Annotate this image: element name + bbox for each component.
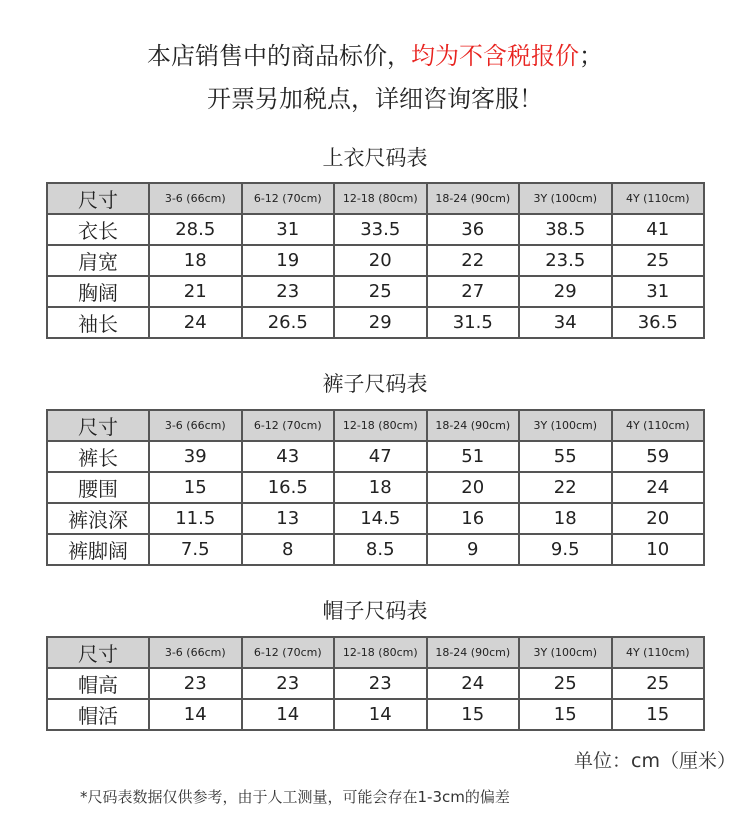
measurement-cell: 23.5: [519, 245, 612, 276]
measurement-cell: 23: [149, 668, 242, 699]
table-header-row: [47, 410, 704, 441]
size-header: 12-18 (80cm): [334, 637, 427, 668]
size-header: 3Y (100cm): [519, 637, 612, 668]
size-header: 3Y (100cm): [519, 183, 612, 214]
measurement-cell: 31: [242, 214, 335, 245]
measurement-cell: 8: [242, 534, 335, 565]
measurement-cell: 15: [612, 699, 705, 730]
row-label: 胸阔: [47, 276, 149, 307]
row-label: 裤长: [47, 441, 149, 472]
table-header-row: [47, 183, 704, 214]
measurement-cell: 38.5: [519, 214, 612, 245]
measurement-cell: 43: [242, 441, 335, 472]
measurement-cell: 14: [334, 699, 427, 730]
row-label: 帽高: [47, 668, 149, 699]
measurement-cell: 24: [612, 472, 705, 503]
row-label: 衣长: [47, 214, 149, 245]
measurement-cell: 16: [427, 503, 520, 534]
measurement-cell: 41: [612, 214, 705, 245]
measurement-cell: 55: [519, 441, 612, 472]
row-label: 裤脚阔: [47, 534, 149, 565]
footnote: *尺码表数据仅供参考，由于人工测量，可能会存在1-3cm的偏差: [80, 788, 510, 806]
measurement-cell: 20: [427, 472, 520, 503]
measurement-cell: 11.5: [149, 503, 242, 534]
measurement-cell: 27: [427, 276, 520, 307]
measurement-cell: 18: [149, 245, 242, 276]
notice-line-1: [0, 41, 750, 71]
table-row: [47, 534, 704, 565]
size-header: 3-6 (66cm): [149, 637, 242, 668]
top-size-chart: [46, 182, 705, 339]
notice-text: 本店销售中的商品标价，: [147, 42, 411, 70]
measurement-cell: 23: [242, 276, 335, 307]
row-label: 腰围: [47, 472, 149, 503]
measurement-cell: 9: [427, 534, 520, 565]
table-row: [47, 276, 704, 307]
measurement-cell: 9.5: [519, 534, 612, 565]
corner-label: 尺寸: [47, 183, 149, 214]
measurement-cell: 23: [334, 668, 427, 699]
table-row: [47, 307, 704, 338]
size-header: 4Y (110cm): [612, 637, 705, 668]
measurement-cell: 15: [427, 699, 520, 730]
size-header: 4Y (110cm): [612, 183, 705, 214]
measurement-cell: 16.5: [242, 472, 335, 503]
hat-size-chart-title: 帽子尺码表: [322, 599, 428, 623]
measurement-cell: 28.5: [149, 214, 242, 245]
notice-line-2: 开票另加税点，详细咨询客服！: [207, 85, 543, 113]
hat-size-chart: [46, 636, 705, 731]
measurement-cell: 23: [242, 668, 335, 699]
measurement-cell: 15: [519, 699, 612, 730]
measurement-cell: 29: [334, 307, 427, 338]
measurement-cell: 22: [427, 245, 520, 276]
table-row: [47, 214, 704, 245]
measurement-cell: 24: [427, 668, 520, 699]
size-header: 6-12 (70cm): [242, 183, 335, 214]
size-header: 12-18 (80cm): [334, 410, 427, 441]
table-row: [47, 441, 704, 472]
notice-tax-warning: 均为不含税报价: [411, 42, 579, 70]
size-header: 3-6 (66cm): [149, 410, 242, 441]
measurement-cell: 24: [149, 307, 242, 338]
measurement-cell: 31.5: [427, 307, 520, 338]
measurement-cell: 25: [519, 668, 612, 699]
table-row: [47, 699, 704, 730]
measurement-cell: 19: [242, 245, 335, 276]
measurement-cell: 25: [612, 668, 705, 699]
measurement-cell: 29: [519, 276, 612, 307]
measurement-cell: 8.5: [334, 534, 427, 565]
measurement-cell: 33.5: [334, 214, 427, 245]
size-header: 3Y (100cm): [519, 410, 612, 441]
measurement-cell: 14: [242, 699, 335, 730]
measurement-cell: 39: [149, 441, 242, 472]
row-label: 袖长: [47, 307, 149, 338]
top-size-chart-title: 上衣尺码表: [322, 146, 428, 170]
measurement-cell: 22: [519, 472, 612, 503]
measurement-cell: 25: [612, 245, 705, 276]
size-header: 3-6 (66cm): [149, 183, 242, 214]
pants-size-chart: [46, 409, 705, 566]
size-header: 6-12 (70cm): [242, 410, 335, 441]
corner-label: 尺寸: [47, 410, 149, 441]
size-header: 6-12 (70cm): [242, 637, 335, 668]
measurement-cell: 20: [334, 245, 427, 276]
size-header: 18-24 (90cm): [427, 183, 520, 214]
size-header: 12-18 (80cm): [334, 183, 427, 214]
measurement-cell: 47: [334, 441, 427, 472]
row-label: 帽活: [47, 699, 149, 730]
measurement-cell: 14.5: [334, 503, 427, 534]
size-header: 18-24 (90cm): [427, 637, 520, 668]
table-row: [47, 472, 704, 503]
size-header: 18-24 (90cm): [427, 410, 520, 441]
measurement-cell: 15: [149, 472, 242, 503]
notice-punct: ；: [579, 42, 603, 70]
table-row: [47, 668, 704, 699]
size-header: 4Y (110cm): [612, 410, 705, 441]
measurement-cell: 51: [427, 441, 520, 472]
measurement-cell: 10: [612, 534, 705, 565]
corner-label: 尺寸: [47, 637, 149, 668]
measurement-cell: 14: [149, 699, 242, 730]
pants-size-chart-title: 裤子尺码表: [322, 372, 428, 396]
row-label: 裤浪深: [47, 503, 149, 534]
unit-label: 单位：cm（厘米）: [574, 750, 736, 772]
measurement-cell: 7.5: [149, 534, 242, 565]
table-row: [47, 503, 704, 534]
measurement-cell: 18: [334, 472, 427, 503]
row-label: 肩宽: [47, 245, 149, 276]
measurement-cell: 26.5: [242, 307, 335, 338]
measurement-cell: 36: [427, 214, 520, 245]
measurement-cell: 18: [519, 503, 612, 534]
measurement-cell: 59: [612, 441, 705, 472]
measurement-cell: 36.5: [612, 307, 705, 338]
measurement-cell: 13: [242, 503, 335, 534]
table-header-row: [47, 637, 704, 668]
measurement-cell: 34: [519, 307, 612, 338]
table-row: [47, 245, 704, 276]
measurement-cell: 21: [149, 276, 242, 307]
measurement-cell: 25: [334, 276, 427, 307]
measurement-cell: 31: [612, 276, 705, 307]
measurement-cell: 20: [612, 503, 705, 534]
